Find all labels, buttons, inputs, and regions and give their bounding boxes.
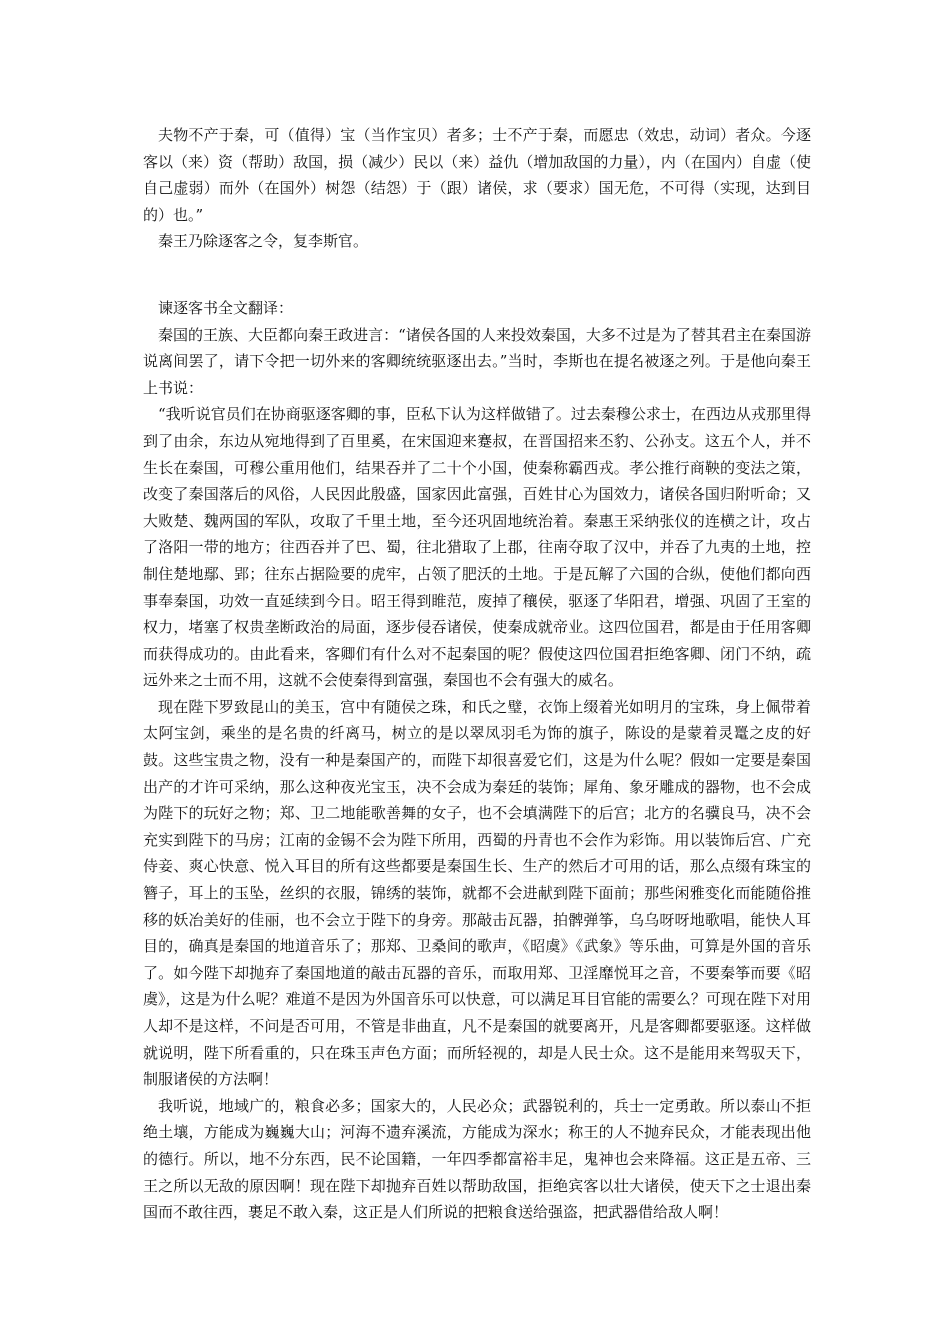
translation-paragraph: 我听说，地域广的，粮食必多；国家大的，人民必众；武器锐利的，兵士一定勇敢。所以泰山不拒绝土壤，方能成为巍巍大山；河海不遗弃溪流，方能成为深水；称王的人不抛弃民众，才能表现出他的德行。所以，地不分东西，民不论国籍，一年四季都富裕丰足，鬼神也会来降福。这正是五帝、三王之所以无敌的原因啊！现在陛下却抛弃百姓以帮助敌国，拒绝宾客以壮大诸侯，使天下之士退出秦国而不敢往西，裹足不敢入秦，这正是人们所说的把粮食送给强盗，把武器借给敌人啊！: [143, 1096, 811, 1222]
body-paragraph: 夫物不产于秦，可（值得）宝（当作宝贝）者多；士不产于秦，而愿忠（效忠，动词）者众。今逐客以（来）资（帮助）敌国，损（减少）民以（来）益仇（增加敌国的力量），内（在国内）自虚（使自己虚弱）而外（在国外）树怨（结怨）于（跟）诸侯，求（要求）国无危，不可得（实现，达到目的）也。”: [143, 126, 811, 224]
translation-paragraph: 秦国的王族、大臣都向秦王政进言：“诸侯各国的人来投效秦国，大多不过是为了替其君主在秦国游说离间罢了，请下令把一切外来的客卿统统驱逐出去。”当时，李斯也在提名被逐之列。于是他向秦王上书说：: [143, 325, 811, 397]
translation-heading: 谏逐客书全文翻译：: [158, 298, 294, 317]
translation-paragraph: “我听说官员们在协商驱逐客卿的事，臣私下认为这样做错了。过去秦穆公求士，在西边从戎那里得到了由余，东边从宛地得到了百里奚，在宋国迎来蹇叔，在晋国招来丕豹、公孙支。这五个人，并不生长在秦国，可穆公重用他们，结果吞并了二十个小国，使秦称霸西戎。孝公推行商鞅的变法之策，改变了秦国落后的风俗，人民因此殷盛，国家因此富强，百姓甘心为国效力，诸侯各国归附听命；又大败楚、魏两国的军队，攻取了千里土地，至今还巩固地统治着。秦惠王采纳张仪的连横之计，攻占了洛阳一带的地方；往西吞并了巴、蜀，往北猎取了上郡，往南夺取了汉中，并吞了九夷的土地，控制住楚地鄢、郢；往东占据险要的虎牢，占领了肥沃的土地。于是瓦解了六国的合纵，使他们都向西事奉秦国，功效一直延续到今日。昭王得到睢范，废掉了穰侯，驱逐了华阳君，增强、巩固了王室的权力，堵塞了权贵垄断政治的局面，逐步侵吞诸侯，使秦成就帝业。这四位国君，都是由于任用客卿而获得成功的。由此看来，客卿们有什么对不起秦国的呢？假使这四位国君拒绝客卿、闭门不纳，疏远外来之士而不用，这就不会使秦得到富强，秦国也不会有强大的威名。: [143, 405, 811, 690]
paragraph-spacer: [143, 255, 811, 295]
body-paragraph: 秦王乃除逐客之令，复李斯官。: [158, 232, 369, 251]
translation-paragraph: 现在陛下罗致昆山的美玉，宫中有随侯之珠，和氏之璧，衣饰上缀着光如明月的宝珠，身上佩带着太阿宝剑，乘坐的是名贵的纤离马，树立的是以翠凤羽毛为饰的旗子，陈设的是蒙着灵鼍之皮的好鼓。这些宝贵之物，没有一种是秦国产的，而陛下却很喜爱它们，这是为什么呢？假如一定要是秦国出产的才许可采纳，那么这种夜光宝玉，决不会成为秦廷的装饰；犀角、象牙雕成的器物，也不会成为陛下的玩好之物；郑、卫二地能歌善舞的女子，也不会填满陛下的后宫；北方的名骥良马，决不会充实到陛下的马房；江南的金锡不会为陛下所用，西蜀的丹青也不会作为彩饰。用以装饰后宫、广充侍妾、爽心快意、悦入耳目的所有这些都要是秦国生长、生产的然后才可用的话，那么点缀有珠宝的簪子，耳上的玉坠，丝织的衣服，锦绣的装饰，就都不会进献到陛下面前；那些闲雅变化而能随俗推移的妖冶美好的佳丽，也不会立于陛下的身旁。那敲击瓦器，拍髀弹筝，乌乌呀呀地歌唱，能快人耳目的，确真是秦国的地道音乐了；那郑、卫桑间的歌声，《昭虞》《武象》等乐曲，可算是外国的音乐了。如今陛下却抛弃了秦国地道的敲击瓦器的音乐，而取用郑、卫淫靡悦耳之音，不要秦筝而要《昭虞》，这是为什么呢？难道不是因为外国音乐可以快意，可以满足耳目官能的需要么？可现在陛下对用人却不是这样，不问是否可用，不管是非曲直，凡不是秦国的就要离开，凡是客卿都要驱逐。这样做就说明，陛下所看重的，只在珠玉声色方面；而所轻视的，却是人民士众。这不是能用来驾驭天下，制服诸侯的方法啊！: [143, 697, 811, 1089]
document-page: [143, 122, 811, 1226]
